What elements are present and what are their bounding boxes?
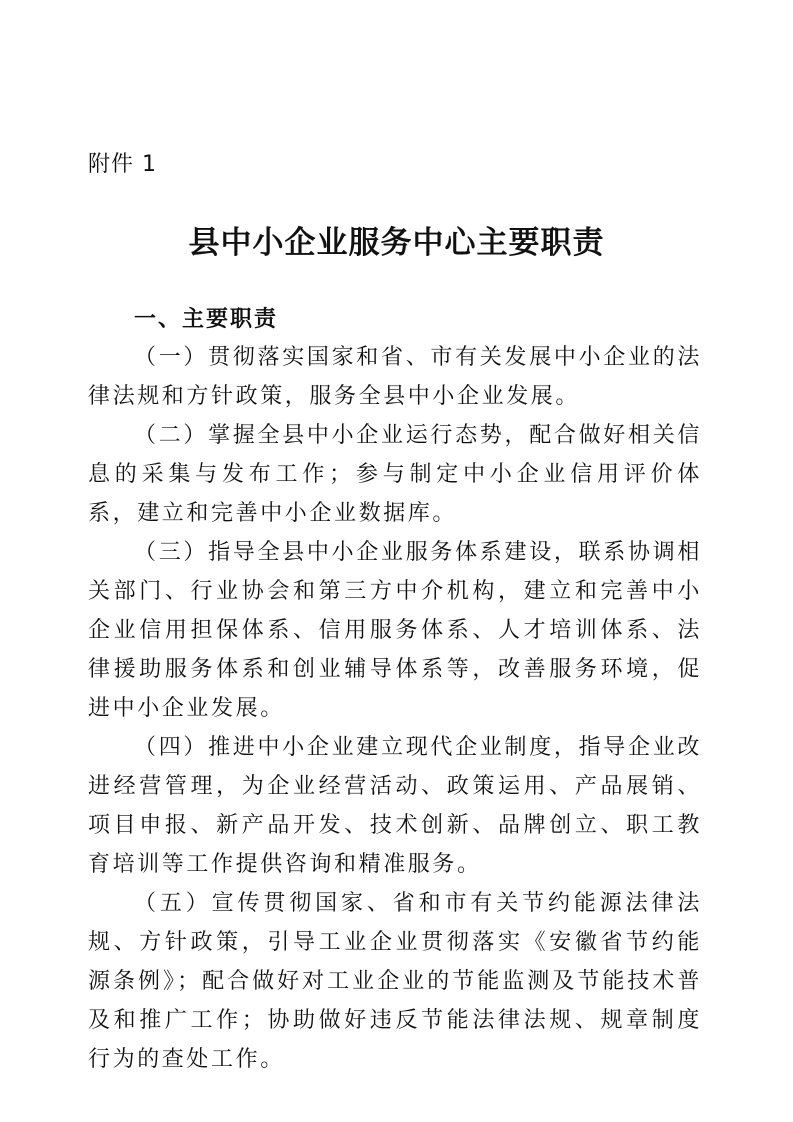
duty-paragraph-3: （三）指导全县中小企业服务体系建设，联系协调相关部门、行业协会和第三方中介机构，建立和完善中小企业信用担保体系、信用服务体系、人才培训体系、法律援助服务体系和创业辅导体系等，改善服务环境，促进中小企业发展。 (88, 540, 702, 721)
document-title: 县中小企业服务中心主要职责 (188, 225, 605, 261)
duty-paragraph-2: （二）掌握全县中小企业运行态势，配合做好相关信息的采集与发布工作；参与制定中小企业信用评价体系，建立和完善中小企业数据库。 (88, 423, 702, 526)
duty-paragraph-5: （五）宣传贯彻国家、省和市有关节约能源法律法规、方针政策，引导工业企业贯彻落实《安徽省节约能源条例》；配合做好对工业企业的节能监测及节能技术普及和推广工作；协助做好违反节能法律法规、规章制度行为的查处工作。 (88, 891, 702, 1072)
duty-paragraph-1: （一）贯彻落实国家和省、市有关发展中小企业的法律法规和方针政策，服务全县中小企业发展。 (88, 345, 702, 409)
attachment-label: 附件 1 (88, 152, 157, 177)
section-heading: 一、主要职责 (134, 307, 279, 332)
duty-paragraph-4: （四）推进中小企业建立现代企业制度，指导企业改进经营管理，为企业经营活动、政策运用、产品展销、项目申报、新产品开发、技术创新、品牌创立、职工教育培训等工作提供咨询和精准服务。 (88, 735, 702, 877)
duties-list (88, 338, 702, 1079)
